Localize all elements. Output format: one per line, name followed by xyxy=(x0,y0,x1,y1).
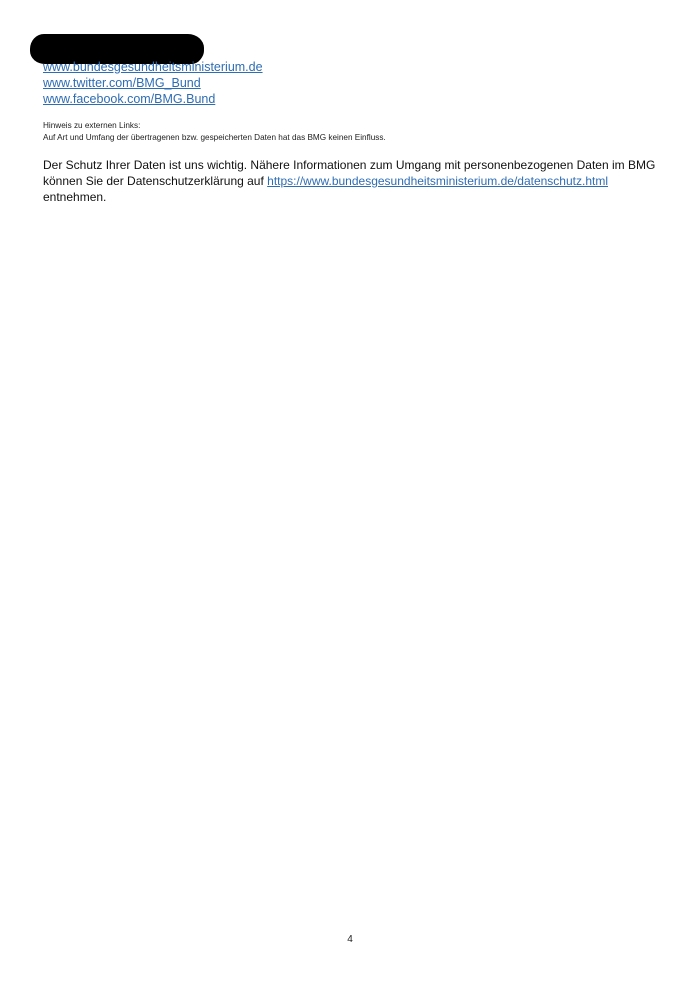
notice-heading: Hinweis zu externen Links: xyxy=(43,121,141,130)
privacy-line-3: entnehmen. xyxy=(43,190,107,204)
external-links-notice xyxy=(43,120,663,144)
page-number: 4 xyxy=(347,934,353,945)
privacy-policy-link[interactable]: https://www.bundesgesundheitsministerium.de/datenschutz.html xyxy=(267,174,608,188)
privacy-line-2 xyxy=(43,173,663,189)
privacy-paragraph xyxy=(43,157,663,205)
facebook-link[interactable]: www.facebook.com/BMG.Bund xyxy=(43,92,216,106)
privacy-line-2-text: können Sie der Datenschutzerklärung auf xyxy=(43,174,268,188)
external-links-list xyxy=(43,59,663,107)
privacy-line-1: Der Schutz Ihrer Daten ist uns wichtig. Nähere Informationen zum Umgang mit personenbezogenen Daten im BMG xyxy=(43,158,656,172)
twitter-link[interactable]: www.twitter.com/BMG_Bund xyxy=(43,76,201,90)
notice-text: Auf Art und Umfang der übertragenen bzw. gespeicherten Daten hat das BMG keinen Einfluss. xyxy=(43,133,386,142)
website-link[interactable]: www.bundesgesundheitsministerium.de xyxy=(43,60,263,74)
